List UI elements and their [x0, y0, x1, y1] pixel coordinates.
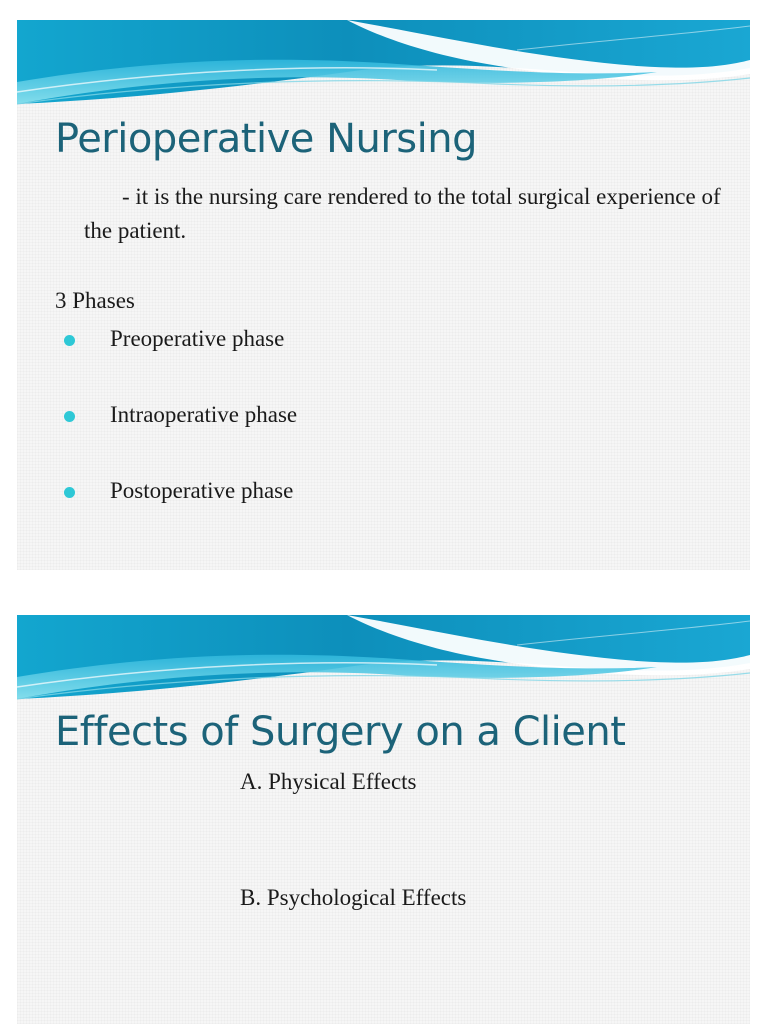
- phases-heading: 3 Phases: [55, 288, 135, 313]
- phase-label: Preoperative phase: [110, 326, 285, 351]
- definition-text: - it is the nursing care rendered to the total surgical experience of the patient.: [84, 184, 721, 243]
- wave-banner: [17, 20, 750, 110]
- slide-perioperative-nursing: [17, 20, 750, 570]
- bullet-icon: [64, 487, 75, 498]
- bullet-icon: [64, 411, 75, 422]
- phase-label: Postoperative phase: [110, 478, 294, 503]
- psychological-effects-label: B. Psychological Effects: [240, 885, 467, 910]
- slide-title: Perioperative Nursing: [55, 116, 477, 162]
- wave-banner: [17, 615, 750, 705]
- bullet-icon: [64, 335, 75, 346]
- slide-effects-of-surgery: [17, 615, 750, 1024]
- physical-effects-label: A. Physical Effects: [240, 769, 417, 794]
- phase-label: Intraoperative phase: [110, 402, 298, 427]
- slide-title: Effects of Surgery on a Client: [55, 709, 626, 755]
